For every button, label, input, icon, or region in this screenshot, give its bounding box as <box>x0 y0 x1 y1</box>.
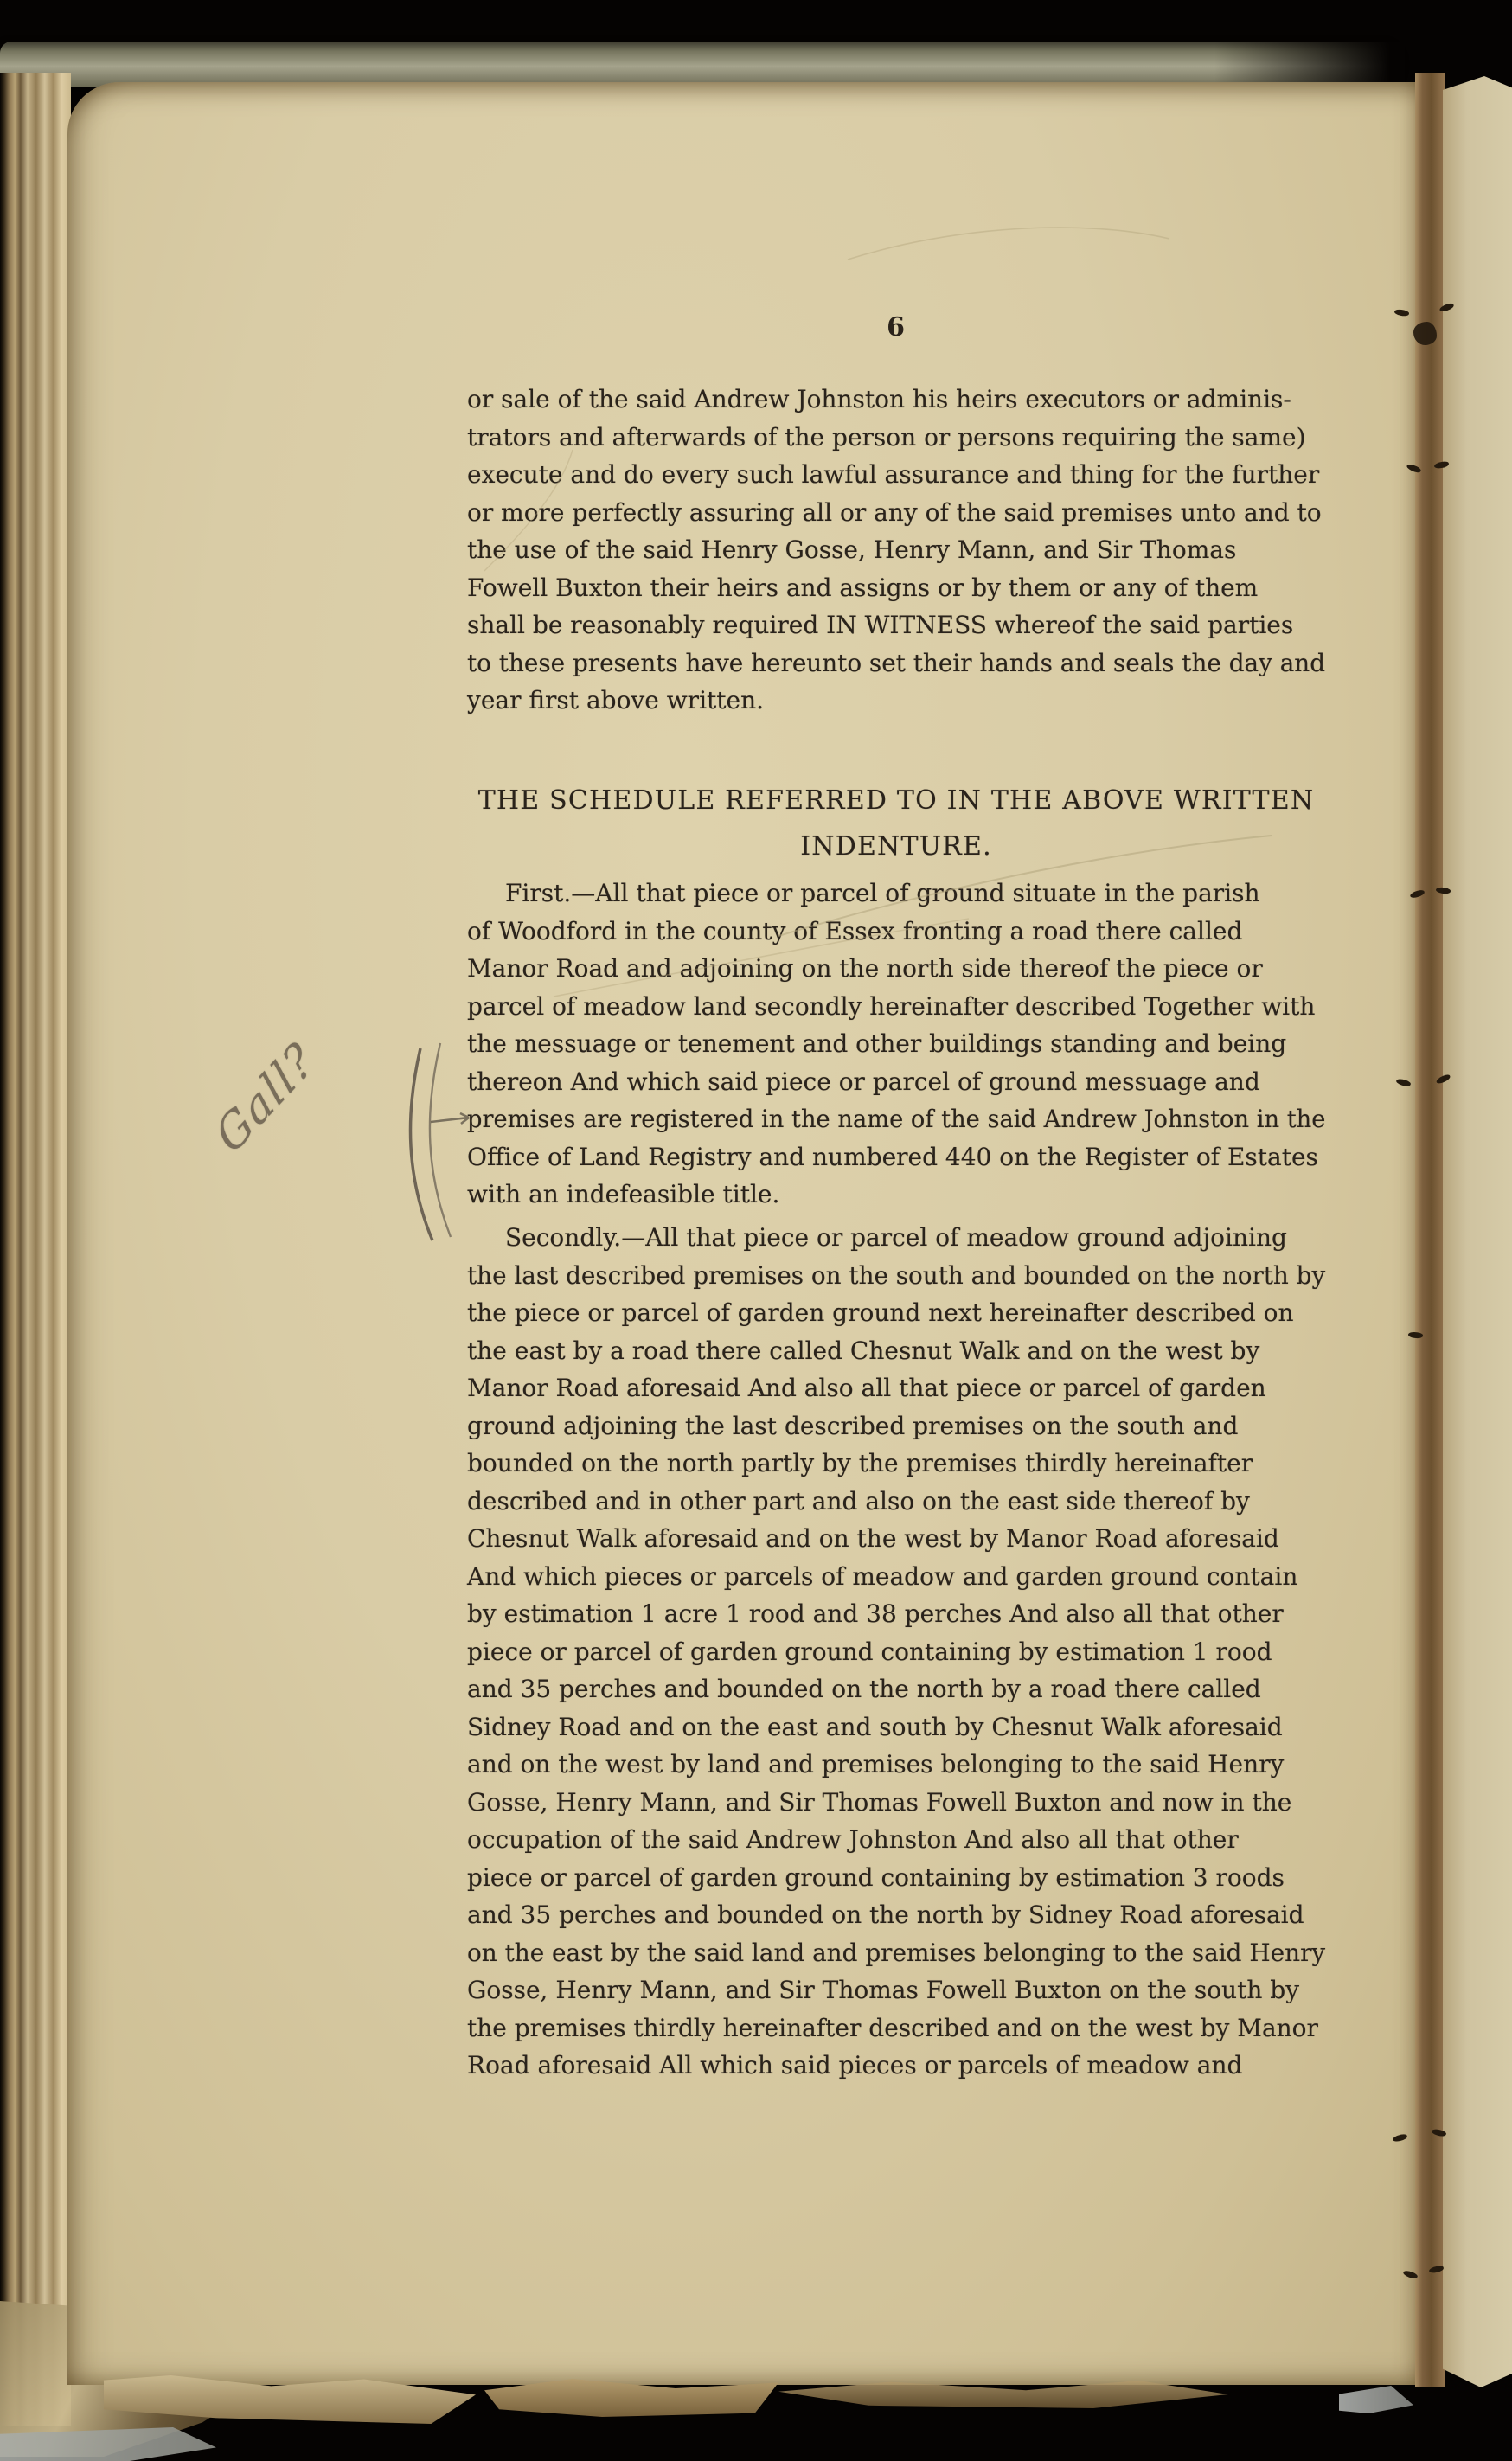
text-line: the piece or parcel of garden ground next hereinafter described on <box>467 1298 1294 1327</box>
handwritten-margin-note: Gall? <box>206 1032 325 1164</box>
text-line: Secondly.—All that piece or parcel of meadow ground adjoining <box>505 1223 1287 1252</box>
text-line: to these presents have hereunto set their hands and seals the day and <box>467 648 1326 677</box>
text-line: by estimation 1 acre 1 rood and 38 perches And also all that other <box>467 1599 1284 1628</box>
text-line: year first above written. <box>467 686 765 715</box>
text-line: INDENTURE. <box>800 831 992 862</box>
text-line: the east by a road there called Chesnut Walk and on the west by <box>467 1336 1260 1365</box>
book-gutter <box>1415 73 1445 2387</box>
text-line: premises are registered in the name of the said Andrew Johnston in the <box>467 1105 1326 1133</box>
paragraph-first <box>467 875 1325 1214</box>
text-line: the use of the said Henry Gosse, Henry Mann, and Sir Thomas <box>467 535 1237 564</box>
text-line: Gosse, Henry Mann, and Sir Thomas Fowell Buxton on the south by <box>467 1976 1300 2004</box>
paragraph-indenture-closing <box>467 381 1325 720</box>
text-line: Sidney Road and on the east and south by Chesnut Walk aforesaid <box>467 1712 1283 1741</box>
facing-page-edge <box>1443 76 1512 2387</box>
text-line: And which pieces or parcels of meadow and garden ground contain <box>467 1561 1298 1591</box>
text-line: Manor Road aforesaid And also all that piece or parcel of garden <box>467 1374 1266 1402</box>
text-line: and 35 perches and bounded on the north by a road there called <box>467 1675 1261 1703</box>
text-line: trators and afterwards of the person or persons requiring the same) <box>467 422 1306 452</box>
text-line: Manor Road and adjoining on the north side thereof the piece or <box>467 954 1263 983</box>
text-line: the premises thirdly hereinafter described and on the west by Manor <box>467 2013 1318 2042</box>
text-line: or more perfectly assuring all or any of the said premises unto and to <box>467 497 1322 527</box>
text-line: Gosse, Henry Mann, and Sir Thomas Fowell Buxton and now in the <box>467 1787 1292 1817</box>
text-line: piece or parcel of garden ground containing by estimation 3 roods <box>467 1862 1285 1892</box>
text-line: and 35 perches and bounded on the north by Sidney Road aforesaid <box>467 1900 1304 1929</box>
text-line: parcel of meadow land secondly hereinafter described Together with <box>467 991 1316 1021</box>
text-line: bounded on the north partly by the premises thirdly hereinafter <box>467 1449 1253 1477</box>
text-line: of Woodford in the county of Essex fronting a road there called <box>467 916 1243 945</box>
text-line: the last described premises on the south and bounded on the north by <box>467 1260 1326 1290</box>
text-line: THE SCHEDULE REFERRED TO IN THE ABOVE WRITTEN <box>477 785 1315 816</box>
page-stack-edge <box>0 73 71 2426</box>
text-line: ground adjoining the last described premises on the south and <box>467 1411 1239 1440</box>
paragraph-secondly <box>467 1219 1325 2085</box>
table-surface-sliver <box>1339 2386 1413 2413</box>
text-line: occupation of the said Andrew Johnston And also all that other <box>467 1825 1239 1854</box>
text-line: described and in other part and also on the east side thereof by <box>467 1486 1250 1516</box>
text-line: shall be reasonably required IN WITNESS whereof the said parties <box>467 611 1294 639</box>
text-line: thereon And which said piece or parcel of ground messuage and <box>467 1067 1260 1096</box>
book-cover-cloth-edge <box>0 42 1400 87</box>
schedule-heading <box>467 778 1325 869</box>
text-line: Road aforesaid All which said pieces or parcels of meadow and <box>467 2051 1243 2080</box>
book-page <box>67 82 1417 2385</box>
text-line: Chesnut Walk aforesaid and on the west by Manor Road aforesaid <box>467 1524 1279 1553</box>
stitch-knot <box>1413 322 1437 345</box>
text-line: First.—All that piece or parcel of ground situate in the parish <box>505 879 1260 907</box>
text-line: Office of Land Registry and numbered 440 on the Register of Estates <box>467 1142 1318 1171</box>
text-line: execute and do every such lawful assurance and thing for the further <box>467 460 1320 489</box>
text-line: with an indefeasible title. <box>467 1180 780 1208</box>
text-line: piece or parcel of garden ground containing by estimation 1 rood <box>467 1637 1272 1666</box>
text-line: or sale of the said Andrew Johnston his heirs executors or adminis- <box>467 385 1291 413</box>
text-line: and on the west by land and premises belonging to the said Henry <box>467 1750 1285 1778</box>
page-number: 6 <box>887 312 906 343</box>
text-line: Fowell Buxton their heirs and assigns or by them or any of them <box>467 573 1259 602</box>
text-line: the messuage or tenement and other buildings standing and being <box>467 1029 1287 1058</box>
text-line: on the east by the said land and premises belonging to the said Henry <box>467 1938 1326 1967</box>
